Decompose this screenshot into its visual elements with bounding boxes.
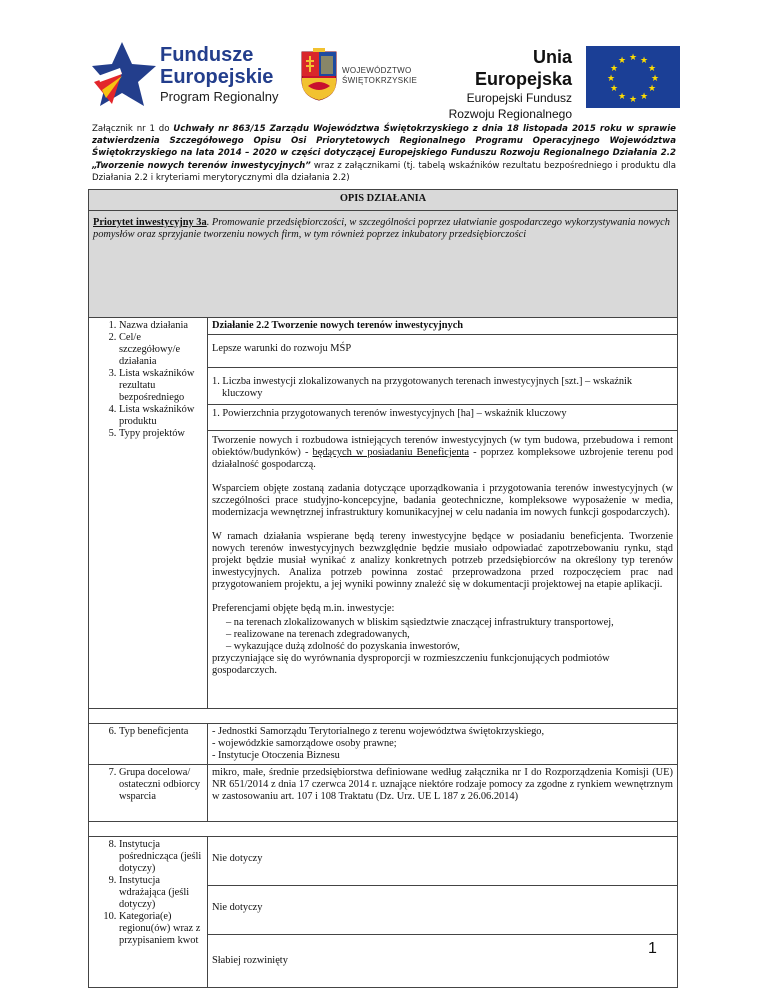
types-paragraph-4: Preferencjami objęte będą m.in. inwestycje: (212, 603, 395, 614)
ue-logo-line2: Europejski Fundusz (466, 91, 572, 105)
list-item: - Instytucje Otoczenia Biznesu (212, 750, 340, 761)
intermediate-body: Nie dotyczy (208, 837, 677, 886)
spacer-row (89, 709, 678, 724)
types-paragraph-3: W ramach działania wspierane będą tereny inwestycyjne będące w posiadaniu beneficjenta. Tworzenie nowych terenów inwestycyjnych bezwzględnie będzie musiało odpowiadać zapotrzebowaniu rynku, stąd projekt będzie musiał wynikać z analizy konkretnych potrzeb przedsiębiorców na określony typ terenów inwestycyjnych. Analiza potrzeb powinna zostać przeprowadzona przed rozpoczęciem prac nad przygotowaniem projektu, a jej wyniki powinny znaleźć się w dokumentacji projektowej na etapie aplikacji. (212, 531, 673, 590)
action-name: Działanie 2.2 Tworzenie nowych terenów inwestycyjnych (208, 318, 677, 335)
sw-logo-line1: WOJEWÓDZTWO (342, 66, 412, 75)
beneficiary-values (208, 724, 678, 765)
types-paragraph-1 (212, 435, 673, 471)
fe-logo-line2: Europejskie (160, 66, 274, 88)
product-indicator-item: 1. Powierzchnia przygotowanych terenów inwestycyjnych [ha] – wskaźnik kluczowy (208, 405, 677, 431)
fe-logo-line3: Program Regionalny (160, 89, 279, 104)
priority-cell (89, 211, 678, 318)
fe-logo-line1: Fundusze (160, 44, 254, 66)
priority-text: . Promowanie przedsiębiorczości, w szczególności poprzez ułatwianie gospodarczego wykorzystywania nowych pomysłów oraz sprzyjanie tworzeniu nowych firm, w tym również poprzez inkubatory przedsiębiorczości (93, 217, 670, 240)
action-description-table (88, 189, 678, 988)
spacer-row (89, 822, 678, 837)
svg-text:★: ★ (639, 56, 649, 66)
types-paragraph-5: przyczyniające się do wyrównania dysproporcji w rozmieszczeniu funkcjonujących podmiotów gospodarczych. (212, 653, 610, 676)
intro-resolution: Uchwały nr 863/15 Zarządu Województwa Świętokrzyskiego z dnia 18 listopada 2015 roku w sprawie zatwierdzenia Szczegółowego Opisu Osi Priorytetowych Regionalnego Programu Operacyjnego Województwa Świętokrzyskiego na lata 2014 – 2020 w części dotyczącej Europejskiego Funduszu Rozwoju Regionalnego Działania 2.2 „Tworzenie nowych terenów inwestycyjnych” (92, 124, 676, 171)
target-value: mikro, małe, średnie przedsiębiorstwa definiowane według załącznika nr I do Rozporządzenia Komisji (UE) NR 651/2014 z dnia 17 czerwca 2014 r. uznające niektóre rodzaje pomocy za zgodne z rynkiem wewnętrznym w zastosowaniu art. 107 i 108 Traktatu (Dz. Urz. UE L 187 z 26.06.2014) (208, 765, 678, 822)
ue-logo-line1: Unia Europejska (474, 47, 572, 89)
label-item: 10. Kategoria(e) regionu(ów) wraz z przypisaniem kwot (119, 911, 203, 947)
project-types (208, 431, 677, 683)
preferences-list (212, 617, 673, 653)
values-block-3 (208, 837, 678, 988)
beneficiary-label-cell (89, 724, 208, 765)
unia-europejska-logo (440, 42, 680, 121)
eu-flag-icon (586, 46, 680, 108)
label-item: 8. Instytucja pośrednicząca (jeśli dotyczy) (119, 839, 203, 875)
label-item: 4. Lista wskaźników produktu (119, 404, 203, 428)
svg-text:★: ★ (609, 64, 619, 74)
svg-text:★: ★ (639, 92, 649, 102)
svg-text:★: ★ (609, 84, 619, 94)
ue-logo-line3: Rozwoju Regionalnego (448, 107, 572, 121)
svg-text:★: ★ (647, 84, 657, 94)
action-goal: Lepsze warunki do rozwoju MŚP (208, 335, 677, 368)
labels-block-1 (89, 318, 208, 709)
labels-block-3 (89, 837, 208, 988)
table-header: OPIS DZIAŁANIA (89, 190, 678, 211)
priority-title: Priorytet inwestycyjny 3a (93, 217, 207, 228)
svg-text:★: ★ (628, 95, 638, 105)
list-item: - wojewódzkie samorządowe osoby prawne; (212, 738, 397, 749)
document-intro (92, 123, 676, 184)
list-item: – realizowane na terenach zdegradowanych, (226, 629, 410, 640)
fundusze-europejskie-logo (92, 42, 302, 112)
label-item: 9. Instytucja wdrażająca (jeśli dotyczy) (119, 875, 203, 911)
intro-suffix: wraz z załącznikami (tj. tabelą wskaźników rezultatu bezpośredniego i produktu dla Działania 2.2 i kryteriami merytorycznymi dla działania 2.2) (92, 160, 676, 183)
intro-prefix: Załącznik nr 1 do (92, 124, 174, 134)
svg-text:★: ★ (606, 74, 616, 84)
wojewodztwo-logo (300, 48, 430, 108)
label-item: 3. Lista wskaźników rezultatu bezpośredniego (119, 368, 203, 404)
types-p1-part1: Tworzenie nowych i rozbudowa istniejących terenów inwestycyjnych (w tym budowa, przebudowa i remont obiektów/budynków) - (212, 435, 673, 458)
label-item: 5. Typy projektów (119, 428, 203, 440)
svg-text:★: ★ (617, 92, 627, 102)
result-indicator-item: 1. Liczba inwestycji zlokalizowanych na przygotowanych terenach inwestycyjnych [szt.] – wskaźnik kluczowy (212, 376, 633, 399)
region-category: Słabiej rozwinięty (212, 955, 288, 966)
label-item: 6. Typ beneficjenta (119, 726, 203, 738)
svg-text:★: ★ (628, 53, 638, 63)
target-label-cell (89, 765, 208, 822)
svg-text:★: ★ (647, 64, 657, 74)
types-paragraph-2: Wsparciem objęte zostaną zadania dotyczące uporządkowania i przygotowania terenów inwestycyjnych (w szczególności prace studyjno-koncepcyjne, badania geotechniczne, kompleksowe wyposażenie w media, modernizacja wewnętrznej infrastruktury komunikacyjnej w celu nadania im nowych funkcji gospodarczych). (212, 483, 673, 518)
list-item: – wykazujące dużą zdolność do pozyskania inwestorów, (226, 641, 460, 652)
types-p1-underlined: będących w posiadaniu Beneficjenta (312, 447, 470, 458)
label-item: 7. Grupa docelowa/ ostateczni odbiorcy wsparcia (119, 767, 203, 803)
implementing-body: Nie dotyczy (208, 886, 677, 935)
values-block-1 (208, 318, 678, 709)
coat-of-arms-icon (300, 48, 338, 102)
sw-logo-line2: ŚWIĘTOKRZYSKIE (342, 76, 418, 85)
logo-bar (0, 28, 768, 121)
types-p1-part3: - poprzez kompleksowe uzbrojenie terenu pod działalność gospodarczą. (212, 447, 674, 470)
svg-text:★: ★ (650, 74, 660, 84)
svg-text:★: ★ (617, 56, 627, 66)
label-item: 2. Cel/e szczegółowy/e działania (119, 332, 203, 368)
label-item: 1. Nazwa działania (119, 320, 203, 332)
fe-star-icon (92, 42, 156, 106)
result-indicators (208, 368, 677, 405)
list-item: - Jednostki Samorządu Terytorialnego z terenu województwa świętokrzyskiego, (212, 726, 545, 737)
list-item: – na terenach zlokalizowanych w bliskim sąsiedztwie znaczącej infrastruktury transportowej, (226, 617, 614, 628)
page-number: 1 (648, 940, 657, 957)
